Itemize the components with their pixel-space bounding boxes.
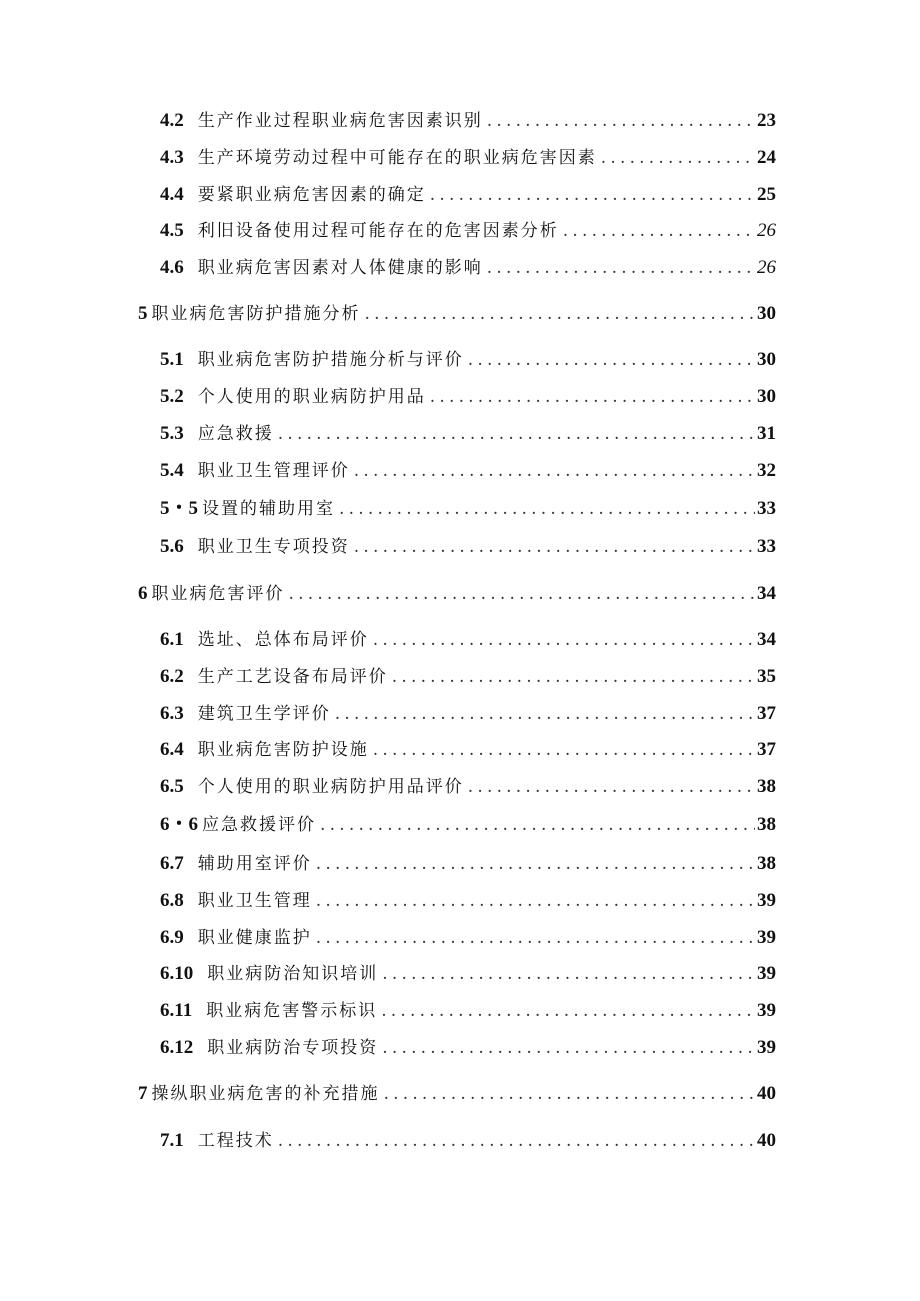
toc-page: 34	[757, 629, 776, 650]
dot-leader	[289, 584, 756, 604]
dot-leader	[354, 461, 755, 481]
toc-page: 33	[757, 536, 776, 557]
toc-page: 38	[757, 853, 776, 874]
dot-leader	[278, 1131, 755, 1151]
toc-page: 37	[757, 703, 776, 724]
toc-page: 39	[757, 1000, 776, 1021]
toc-number: 5・5	[160, 498, 199, 519]
toc-number: 6.11	[160, 1000, 193, 1021]
toc-title: 生产作业过程职业病危害因素识别	[197, 111, 483, 131]
toc-number: 5.1	[160, 349, 184, 370]
toc-number: 5	[138, 303, 148, 324]
toc-entry-6-3[interactable]	[160, 699, 776, 725]
toc-page: 25	[757, 184, 776, 205]
toc-number: 4.3	[160, 147, 184, 168]
toc-page: 37	[757, 739, 776, 760]
toc-entry-4-3[interactable]	[160, 143, 776, 169]
toc-title: 职业病防治专项投资	[207, 1038, 379, 1058]
toc-title: 职业病危害防护设施	[197, 740, 369, 760]
toc-entry-6-7[interactable]	[160, 849, 776, 875]
toc-number: 4.2	[160, 110, 184, 131]
toc-page: 30	[757, 349, 776, 370]
dot-leader	[316, 928, 755, 948]
toc-title: 职业病危害评价	[151, 584, 285, 604]
dot-leader	[382, 1038, 755, 1058]
toc-entry-5-4[interactable]	[160, 456, 776, 482]
toc-title: 职业健康监护	[197, 928, 312, 948]
toc-entry-6-4[interactable]	[160, 735, 776, 761]
toc-number: 5.4	[160, 460, 184, 481]
toc-page: 33	[757, 498, 776, 519]
dot-leader	[373, 740, 755, 760]
toc-number: 6.7	[160, 853, 184, 874]
toc-entry-6-10[interactable]	[160, 959, 776, 985]
toc-entry-5-6[interactable]	[160, 532, 776, 558]
toc-page: 34	[757, 583, 776, 604]
toc-title: 要紧职业病危害因素的确定	[197, 185, 426, 205]
dot-leader	[468, 777, 755, 797]
dot-leader	[384, 1084, 756, 1104]
toc-page: 39	[757, 963, 776, 984]
toc-entry-6-11[interactable]	[160, 996, 776, 1022]
toc-title: 个人使用的职业病防护用品评价	[197, 777, 464, 797]
dot-leader	[468, 350, 755, 370]
toc-entry-4-6[interactable]	[160, 253, 776, 279]
toc-title: 职业病防治知识培训	[207, 964, 379, 984]
toc-entry-6-12[interactable]	[160, 1033, 776, 1059]
dot-leader	[382, 964, 755, 984]
toc-title: 应急救援	[197, 424, 274, 444]
toc-entry-5-5[interactable]	[160, 493, 776, 519]
toc-chapter-5[interactable]	[138, 299, 776, 325]
dot-leader	[320, 815, 755, 835]
toc-title: 应急救援评价	[202, 815, 317, 835]
toc-entry-5-3[interactable]	[160, 419, 776, 445]
dot-leader	[335, 704, 755, 724]
toc-title: 生产工艺设备布局评价	[197, 667, 388, 687]
toc-page: 40	[757, 1130, 776, 1151]
toc-entry-4-5[interactable]	[160, 216, 776, 242]
toc-number: 6.2	[160, 666, 184, 687]
dot-leader	[365, 304, 756, 324]
toc-number: 6.1	[160, 629, 184, 650]
dot-leader	[278, 424, 755, 444]
toc-title: 操纵职业病危害的补充措施	[151, 1084, 380, 1104]
dot-leader	[487, 258, 755, 278]
toc-number: 5.3	[160, 423, 184, 444]
toc-number: 5.2	[160, 386, 184, 407]
toc-entry-5-2[interactable]	[160, 382, 776, 408]
toc-number: 6.4	[160, 739, 184, 760]
toc-entry-6-2[interactable]	[160, 662, 776, 688]
toc-entry-6-8[interactable]	[160, 886, 776, 912]
toc-entry-6-9[interactable]	[160, 923, 776, 949]
toc-number: 6.12	[160, 1037, 194, 1058]
toc-page: 35	[757, 666, 776, 687]
toc-entry-4-4[interactable]	[160, 180, 776, 206]
toc-page: 39	[757, 1037, 776, 1058]
dot-leader	[601, 148, 755, 168]
toc-title: 个人使用的职业病防护用品	[197, 387, 426, 407]
dot-leader	[339, 499, 755, 519]
toc-page: 23	[757, 110, 776, 131]
toc-title: 职业卫生专项投资	[197, 537, 350, 557]
toc-page: 30	[757, 386, 776, 407]
dot-leader	[392, 667, 755, 687]
toc-number: 6.9	[160, 927, 184, 948]
toc-page: 30	[757, 303, 776, 324]
toc-chapter-7[interactable]	[138, 1079, 776, 1105]
toc-number: 5.6	[160, 536, 184, 557]
toc-number: 6.10	[160, 963, 194, 984]
toc-title: 职业病危害防护措施分析与评价	[197, 350, 464, 370]
toc-title: 职业病危害防护措施分析	[151, 304, 361, 324]
toc-page: 26	[757, 220, 776, 241]
toc-page: 24	[757, 147, 776, 168]
dot-leader	[487, 111, 755, 131]
dot-leader	[430, 185, 755, 205]
toc-title: 职业病危害警示标识	[206, 1001, 378, 1021]
toc-page: 26	[757, 257, 776, 278]
toc-page: 40	[757, 1083, 776, 1104]
toc-entry-6-5[interactable]	[160, 772, 776, 798]
toc-title: 职业卫生管理	[197, 891, 312, 911]
toc-number: 4.5	[160, 220, 184, 241]
toc-title: 工程技术	[197, 1131, 274, 1151]
toc-page: 38	[757, 776, 776, 797]
toc-entry-5-1[interactable]	[160, 345, 776, 371]
toc-title: 利旧设备使用过程可能存在的危害因素分析	[197, 221, 559, 241]
dot-leader	[373, 630, 755, 650]
dot-leader	[316, 854, 755, 874]
toc-chapter-6[interactable]	[138, 579, 776, 605]
toc-page: 32	[757, 460, 776, 481]
toc-number: 6.5	[160, 776, 184, 797]
toc-page: 31	[757, 423, 776, 444]
toc-title: 选址、总体布局评价	[197, 630, 369, 650]
toc-title: 生产环境劳动过程中可能存在的职业病危害因素	[197, 148, 597, 168]
toc-number: 6・6	[160, 814, 199, 835]
toc-number: 7	[138, 1083, 148, 1104]
toc-number: 6	[138, 583, 148, 604]
dot-leader	[563, 221, 755, 241]
dot-leader	[354, 537, 755, 557]
dot-leader	[430, 387, 755, 407]
toc-title: 建筑卫生学评价	[197, 704, 331, 724]
toc-title: 辅助用室评价	[197, 854, 312, 874]
toc-title: 职业卫生管理评价	[197, 461, 350, 481]
toc-number: 6.8	[160, 890, 184, 911]
toc-entry-4-2[interactable]	[160, 106, 776, 132]
toc-number: 7.1	[160, 1130, 184, 1151]
toc-title: 设置的辅助用室	[202, 499, 336, 519]
toc-number: 6.3	[160, 703, 184, 724]
toc-title: 职业病危害因素对人体健康的影响	[197, 258, 483, 278]
toc-page: 39	[757, 927, 776, 948]
toc-entry-6-6[interactable]	[160, 809, 776, 835]
toc-page: 39	[757, 890, 776, 911]
toc-number: 4.4	[160, 184, 184, 205]
toc-entry-6-1[interactable]	[160, 625, 776, 651]
toc-number: 4.6	[160, 257, 184, 278]
toc-entry-7-1[interactable]	[160, 1126, 776, 1152]
dot-leader	[316, 891, 755, 911]
toc-page: 38	[757, 814, 776, 835]
dot-leader	[381, 1001, 755, 1021]
